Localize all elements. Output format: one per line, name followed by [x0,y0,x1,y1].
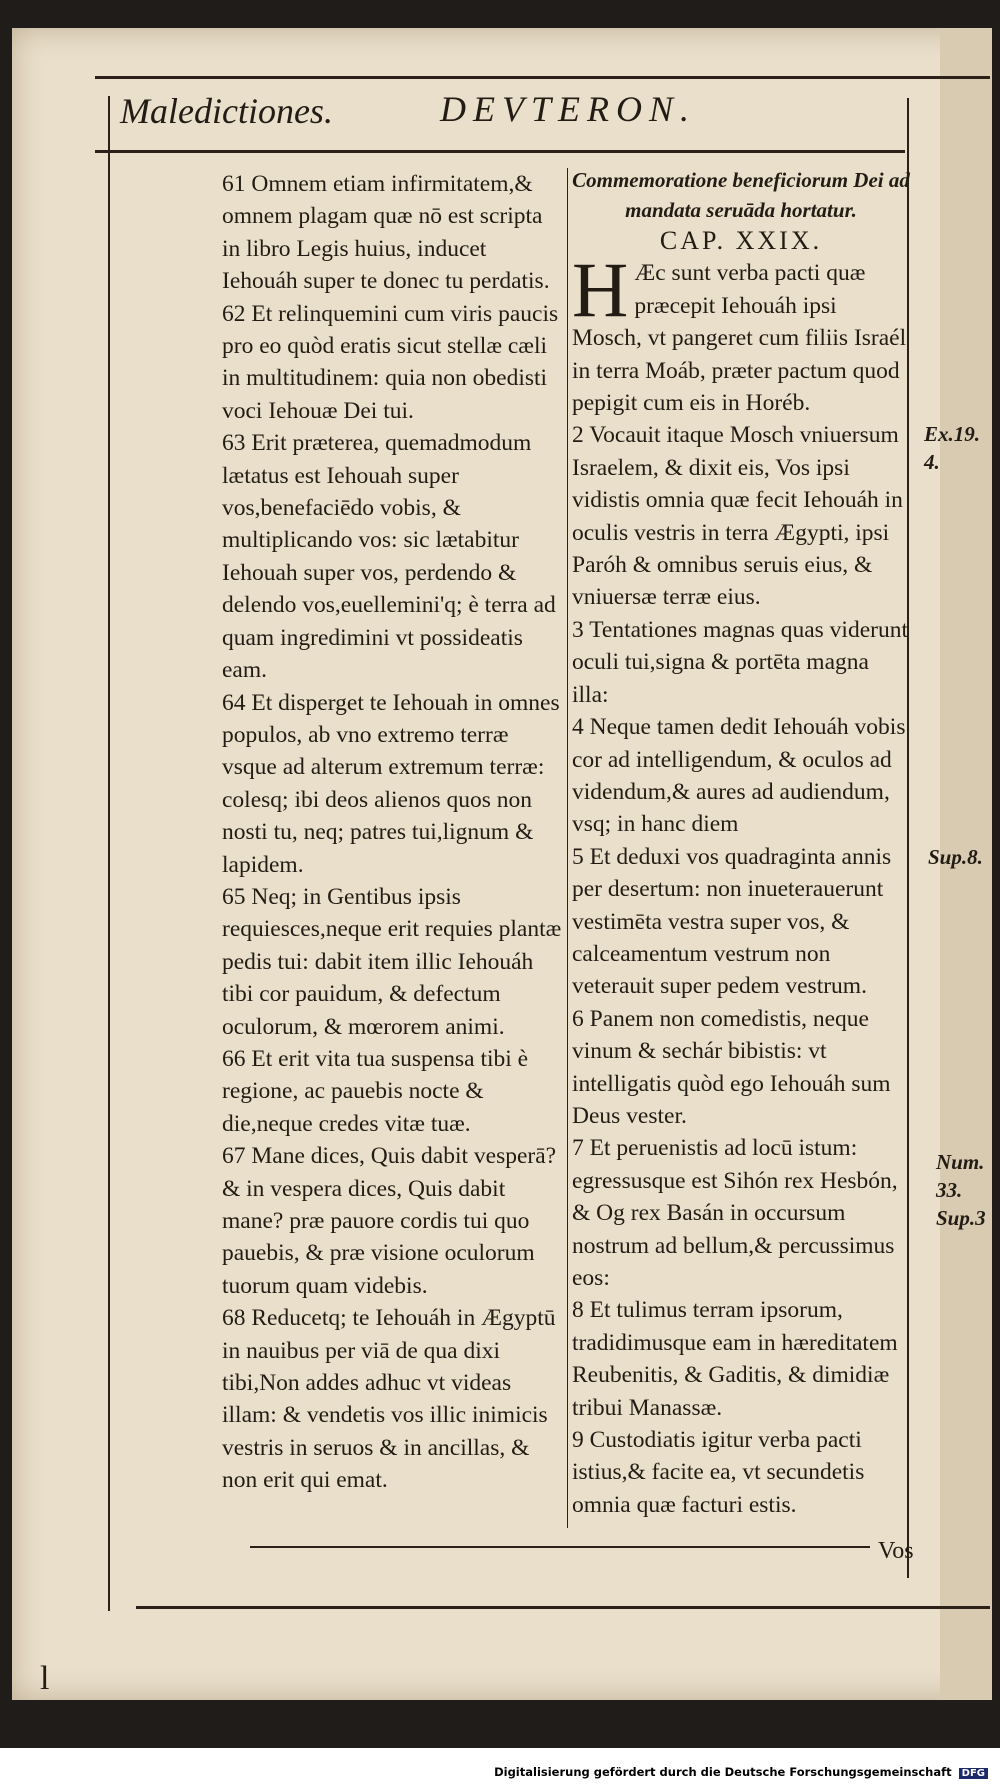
verse-2: 2 Vocauit itaque Mosch vniuersum Israelem, & dixit eis, Vos ipsi vidistis omnia quæ fecit Iehouáh in oculis vestris in terra Ægypti, ipsi Paróh & omnibus seruis eius, & vniuersæ terræ eius. [572,422,903,611]
verse-61: 61 Omnem etiam infirmitatem,& omnem plagam quæ nō est scripta in libro Legis huius, inducet Iehouáh super te donec tu perdatis. [222,171,550,295]
column-divider [567,168,568,1528]
margin-note-ex [924,420,980,476]
footer-credit [494,1765,988,1779]
verse-3: 3 Tentationes magnas quas viderunt oculi tui,signa & portēta magna illa: [572,616,908,708]
margin-note-sup [928,843,983,871]
verse-63: 63 Erit præterea, quemadmodum lætatus est Iehouah super vos,benefaciēdo vobis, & multiplicando vos: sic lætabitur Iehouah super vos, perdendo & delendo vos,euellemini'q; è terra ad quam ingredimini vt possideatis eam. [222,430,556,684]
margin-note-sup-line1: Sup.8. [928,845,983,869]
margin-note-ex-line2: 4. [924,450,940,474]
verse-8: 8 Et tulimus terram ipsorum, tradidimusque eam in hæreditatem Reubenitis, & Gaditis, & dimidiæ tribui Manassæ. [572,1297,898,1421]
top-rule [95,76,990,79]
signature-mark: l [40,1660,50,1697]
verse-7: 7 Et peruenistis ad locū istum: egressusque est Sihón rex Hesbón, & Og rex Basán in occursum nostrum ad bellum,& percussimus eos: [572,1135,898,1291]
verse-1 [572,246,910,419]
bottom-rule-1 [250,1546,870,1548]
chapter-summary: Commemoratione beneficiorum Dei ad mandata seruāda hortatur. [572,168,910,222]
margin-note-num-line1: Num. [936,1150,985,1174]
verse-5: 5 Et deduxi vos quadraginta annis per desertum: non inueterauerunt vestimēta vestra super vos, & calceamentum vestrum non veterauit super pedem vestrum. [572,843,892,1000]
margin-note-ex-line1: Ex.19. [924,422,981,446]
running-header [120,88,920,148]
right-text-column [572,165,910,1521]
verse-1-text: Æc sunt verba pacti quæ præcepit Iehouáh ipsi Mosch, vt pangeret cum filiis Israél in terra Moáb, præter pactum quod pepigit cum eis in Horéb. [572,260,907,417]
bottom-rule-2 [136,1606,990,1609]
running-title: Maledictiones. [120,91,333,131]
margin-note-num-line3: Sup.3 [936,1206,986,1230]
verse-62: 62 Et relinquemini cum viris paucis pro eo quòd eratis sicut stellæ cæli in multitudinem: quia non obedisti voci Iehouæ Dei tui. [222,300,559,424]
left-text-column [222,168,565,1497]
footer-credit-text: Digitalisierung gefördert durch die Deutsche Forschungsgemeinschaft [494,1765,952,1779]
verse-67: 67 Mane dices, Quis dabit vesperā? & in vespera dices, Quis dabit mane? præ pauore cordis tui quo pauebis, & præ visione oculorum tuorum quam videbis. [222,1143,557,1299]
verse-4: 4 Neque tamen dedit Iehouáh vobis cor ad intelligendum, & oculos ad videndum,& aures ad audiendum, vsq; in hanc diem [572,714,906,838]
chapter-heading: CAP. XXIX. [659,226,823,255]
catchword: Vos [878,1538,914,1564]
left-frame-rule [108,96,110,1611]
verse-65: 65 Neq; in Gentibus ipsis requiesces,neque erit requies plantæ pedis tui: dabit item illic Iehouáh tibi cor pauidum, & defectum oculorum, & mœrorem animi. [222,883,562,1040]
margin-note-num-line2: 33. [936,1178,963,1202]
margin-note-num [936,1148,986,1232]
verse-64: 64 Et disperget te Iehouah in omnes populos, ab vno extremo terræ vsque ad alterum extremum terræ: colesq; ibi deos alienos quos non nosti tu, neq; patres tui,lignum & lapidem. [222,689,560,878]
verse-68: 68 Reducetq; te Iehouáh in Ægyptū in nauibus per viā de qua dixi tibi,Non addes adhuc vt videas illam: & vendetis vos illic inimicis vestris in seruos & in ancillas, & non erit qui emat. [222,1305,556,1494]
book-title: DEVTERON. [440,89,696,129]
verse-6: 6 Panem non comedistis, neque vinum & sechár bibistis: vt intelligatis quòd ego Iehouáh sum Deus vester. [572,1005,891,1129]
verse-9: 9 Custodiatis igitur verba pacti istius,& facite ea, vt secundetis omnia quæ facturi estis. [572,1427,865,1518]
dfg-logo: DFG [959,1768,988,1779]
header-rule [95,150,905,153]
verse-66: 66 Et erit vita tua suspensa tibi è regione, ac pauebis nocte & die,neque credes vitæ tuæ. [222,1045,529,1137]
drop-capital: H [572,246,629,334]
